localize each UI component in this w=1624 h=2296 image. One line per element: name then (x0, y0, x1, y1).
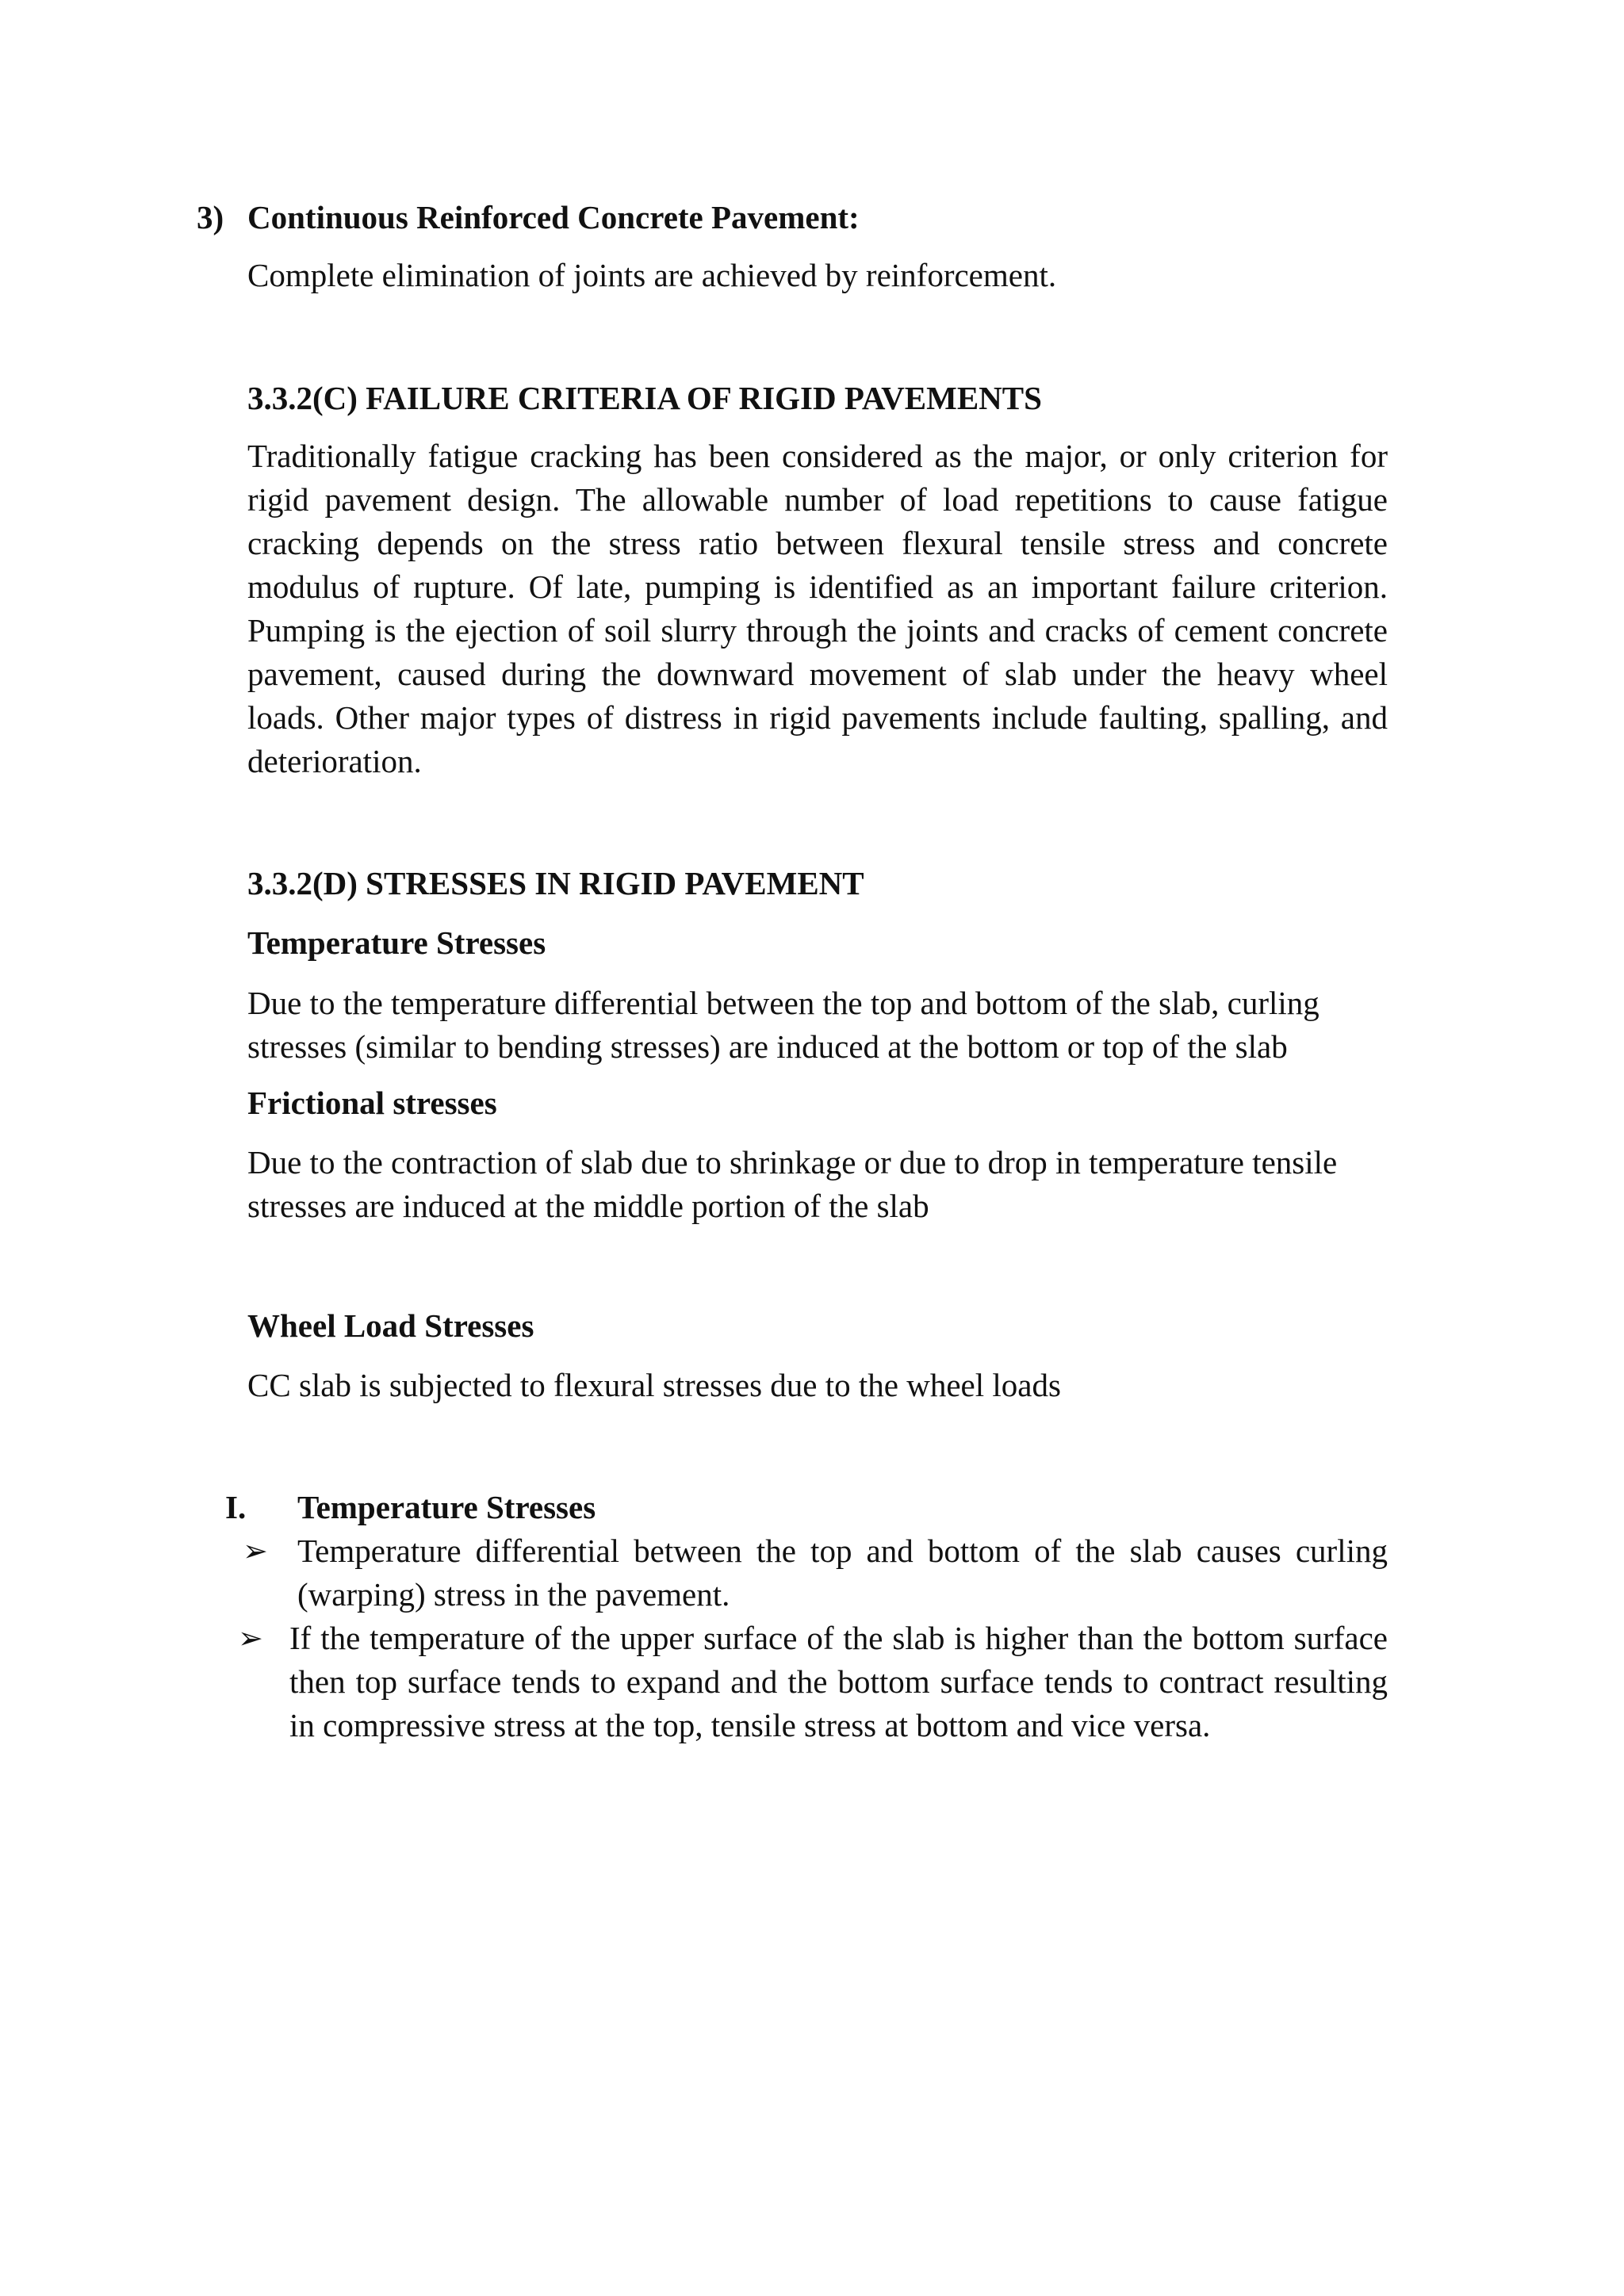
wheel-load-stresses-text: CC slab is subjected to flexural stresses due to the wheel loads (247, 1367, 1061, 1403)
stresses-heading: 3.3.2(D) STRESSES IN RIGID PAVEMENT (247, 865, 864, 901)
wheel-load-stresses-subheading: Wheel Load Stresses (247, 1307, 534, 1344)
arrow-bullet-icon: ➢ (243, 1533, 268, 1568)
failure-criteria-heading: 3.3.2(C) FAILURE CRITERIA OF RIGID PAVEMENTS (247, 380, 1042, 416)
list-number-3: 3) (197, 199, 224, 235)
temperature-stresses-text: Due to the temperature differential between the top and bottom of the slab, curling stresses (similar to bending stresses) are induced at the bottom or top of the slab (247, 985, 1320, 1065)
section-i-heading: Temperature Stresses (297, 1489, 596, 1525)
bullet-item-2: If the temperature of the upper surface of the slab is higher than the bottom surface then top surface tends to expand and the bottom surface tends to contract resulting in compressive stress at the top, tensile stress at bottom and vice versa. (289, 1620, 1388, 1743)
failure-criteria-paragraph: Traditionally fatigue cracking has been considered as the major, or only criterion for rigid pavement design. The allowable number of load repetitions to cause fatigue cracking depends on the stress ratio between flexural tensile stress and concrete modulus of rupture. Of late, pumping is identified as an important failure criterion. Pumping is the ejection of soil slurry through the joints and cracks of cement concrete pavement, caused during the downward movement of slab under the heavy wheel loads. Other major types of distress in rigid pavements include faulting, spalling, and deterioration. (247, 438, 1388, 779)
section-3-heading: Continuous Reinforced Concrete Pavement: (247, 199, 860, 235)
bullet-item-1: Temperature differential between the top and bottom of the slab causes curling (warping) stress in the pavement. (297, 1533, 1388, 1613)
frictional-stresses-subheading: Frictional stresses (247, 1085, 497, 1121)
section-3-text: Complete elimination of joints are achieved by reinforcement. (247, 257, 1057, 293)
arrow-bullet-icon: ➢ (238, 1621, 263, 1655)
temperature-stresses-subheading: Temperature Stresses (247, 924, 546, 961)
frictional-stresses-text: Due to the contraction of slab due to shrinkage or due to drop in temperature tensile stresses are induced at the middle portion of the slab (247, 1144, 1338, 1224)
roman-numeral-i: I. (225, 1489, 247, 1525)
